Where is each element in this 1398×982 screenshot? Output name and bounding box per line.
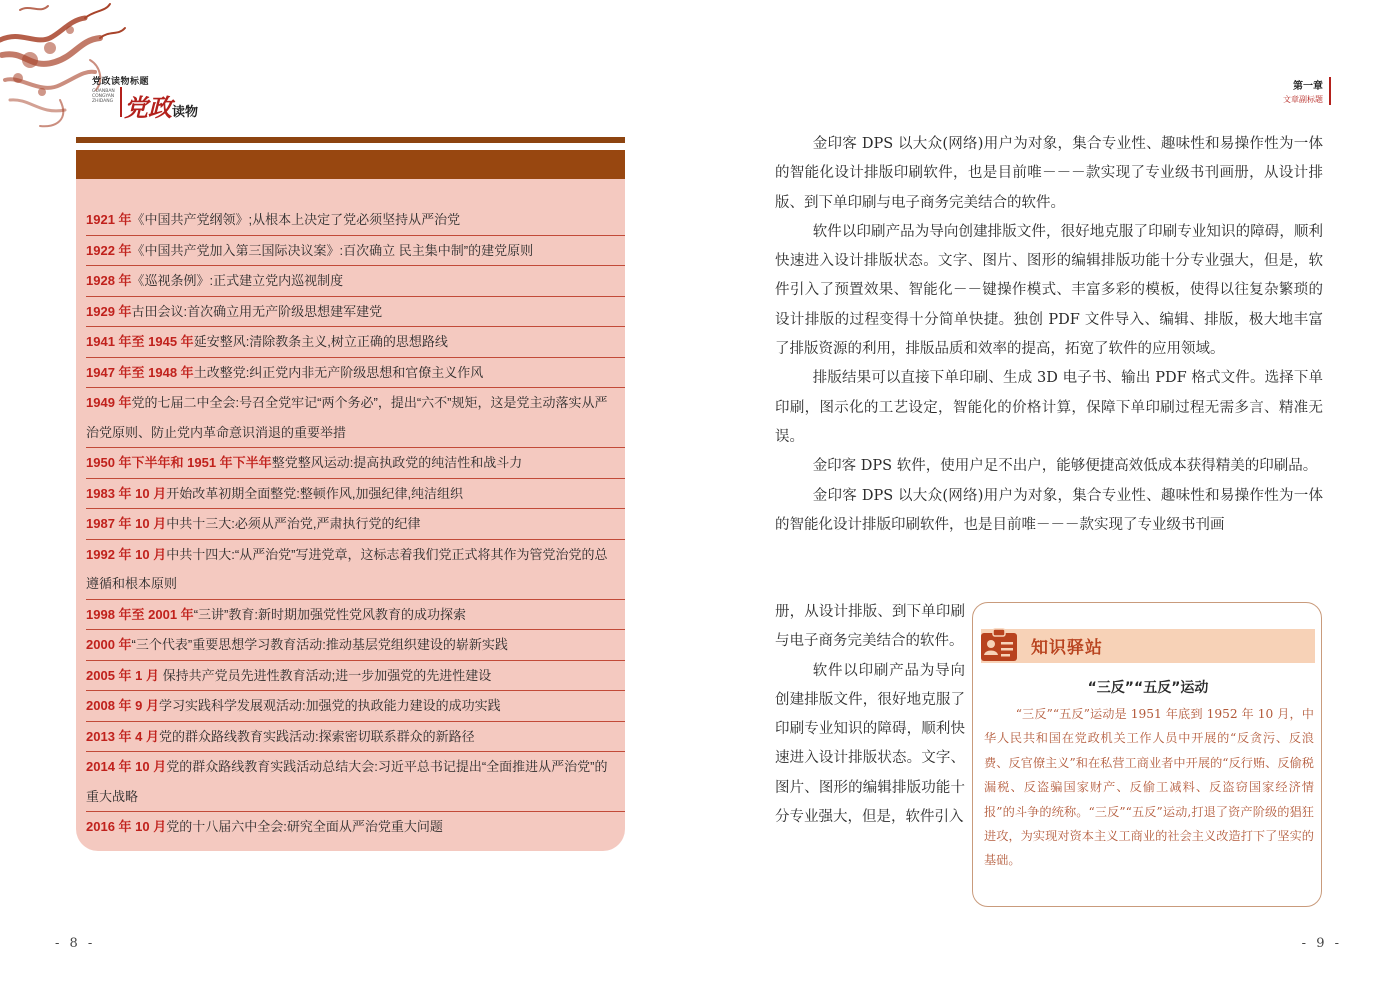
header-pinyin: GUANBAN CONGYAN ZHIDANG [92, 89, 115, 104]
header-left [92, 74, 199, 122]
timeline-text: 党的群众路线教育实践活动总结大会:习近平总书记提出“全面推进从严治党”的重大战略 [86, 759, 608, 804]
chapter-subtitle: 文章副标题 [1283, 95, 1323, 104]
timeline-text: 《中国共产党纲领》;从根本上决定了党必须坚持从严治党 [131, 212, 461, 227]
timeline-row [86, 540, 625, 600]
knowledge-body: “三反”“五反”运动是 1951 年底到 1952 年 10 月，中华人民共和国在党政机关工作人员中开展的“反贪污、反浪费、反官僚主义”和在私营工商业者中开展的“反行贿、反偷税漏税、反盗骗国家财产、反偷工减料、反盗窃国家经济情报”的斗争的统称。“三反”“五反”运动,打退了资产阶级的猖狂进攻，为实现对资本主义工商业的社会主义改造打下了坚实的基础。 [984, 707, 1314, 868]
brand-logo [124, 88, 198, 123]
timeline-row [86, 205, 625, 236]
knowledge-title: “三反”“五反”运动 [1087, 680, 1209, 696]
timeline-row [86, 661, 625, 692]
timeline-year: 1950 年下半年和 1951 年下半年 [86, 455, 272, 470]
timeline-year: 2014 年 10 月 [86, 759, 167, 774]
timeline-row [86, 236, 625, 267]
timeline-text: 《巡视条例》:正式建立党内巡视制度 [131, 273, 344, 288]
timeline-row [86, 479, 625, 510]
page-number-left: - 8 - [55, 936, 96, 951]
timeline-text: 中共十四大:“从严治党”写进党章，这标志着我们党正式将其作为管党治党的总遵循和根本原则 [86, 546, 608, 591]
timeline-row [86, 722, 625, 753]
timeline-year: 1922 年 [86, 242, 132, 258]
timeline-row [86, 691, 625, 722]
panel-top-rule [76, 137, 625, 143]
timeline-text: 保持共产党员先进性教育活动;进一步加强党的先进性建设 [159, 667, 492, 683]
article-paragraph-3: 排版结果可以直接下单印刷、生成 3D 电子书、输出 PDF 格式文件。选择下单印刷，图示化的工艺设定，智能化的价格计算，保障下单印刷过程无需多言、精准无误。 [775, 370, 1323, 445]
article-paragraph-4: 金印客 DPS 软件，使用户足不出户，能够便捷高效低成本获得精美的印刷品。 [812, 458, 1318, 475]
timeline-year: 1947 年至 1948 年 [86, 364, 194, 380]
timeline-row [86, 812, 625, 842]
timeline-year: 2000 年 [86, 637, 132, 652]
narrow-continuation: 册，从设计排版、到下单印刷与电子商务完美结合的软件。 [775, 604, 965, 650]
timeline-year: 1928 年 [86, 273, 132, 288]
brand-small: 读物 [172, 105, 199, 120]
timeline-row [86, 509, 625, 540]
timeline-year: 1998 年至 2001 年 [86, 606, 194, 622]
narrow-column [775, 598, 965, 832]
chapter-title: 第一章 [1293, 81, 1323, 92]
knowledge-label: 知识驿站 [1031, 638, 1103, 658]
timeline-text: 延安整风:清除教条主义,树立正确的思想路线 [193, 334, 448, 349]
timeline-text: 党的十八届六中全会:研究全面从严治党重大问题 [166, 819, 443, 834]
knowledge-box [972, 602, 1322, 907]
timeline-text: “三个代表”重要思想学习教育活动:推动基层党组织建设的崭新实践 [131, 637, 508, 652]
timeline-row [86, 630, 625, 661]
timeline-year: 1992 年 10 月 [86, 546, 167, 562]
article-paragraph-5: 金印客 DPS 以大众(网络)用户为对象，集合专业性、趣味性和易操作性为一体的智能化设计排版印刷软件，也是目前唯－－－款实现了专业级书刊画 [775, 487, 1323, 533]
timeline-row [86, 327, 625, 358]
timeline-text: 古田会议:首次确立用无产阶级思想建军建党 [131, 303, 383, 319]
timeline-text: 学习实践科学发展观活动:加强党的执政能力建设的成功实践 [159, 698, 501, 713]
timeline-list [76, 179, 625, 851]
timeline-year: 2013 年 4 月 [86, 728, 159, 744]
timeline-row [86, 358, 625, 389]
timeline-row [86, 448, 625, 479]
timeline-year: 1929 年 [86, 303, 132, 319]
header-small-title: 党政读物标题 [92, 77, 150, 87]
timeline-year: 1983 年 10 月 [86, 485, 167, 501]
timeline-text: 开始改革初期全面整党:整顿作风,加强纪律,纯洁组织 [166, 485, 464, 501]
narrow-paragraph: 软件以印刷产品为导向创建排版文件，很好地克服了印刷专业知识的障碍，顺利快速进入设计排版状态。文字、图片、图形的编辑排版功能十分专业强大，但是，软件引入 [775, 662, 965, 826]
header-right [1283, 77, 1331, 105]
timeline-year: 1949 年 [86, 395, 132, 410]
timeline-text: 土改整党:纠正党内非无产阶级思想和官僚主义作风 [193, 364, 484, 380]
timeline-year: 1921 年 [86, 212, 132, 227]
timeline-text: 整党整风运动:提高执政党的纯洁性和战斗力 [271, 455, 523, 470]
timeline-year: 1941 年至 1945 年 [86, 334, 194, 349]
timeline-panel [76, 137, 625, 851]
id-card-icon [975, 627, 1021, 665]
timeline-year: 2008 年 9 月 [86, 698, 159, 713]
timeline-text: 党的群众路线教育实践活动:探索密切联系群众的新路径 [159, 728, 475, 744]
timeline-row [86, 752, 625, 812]
brand-divider [120, 87, 122, 117]
page-number-right: - 9 - [1301, 936, 1342, 951]
brand-big: 党政 [124, 93, 172, 122]
timeline-year: 1987 年 10 月 [86, 516, 167, 531]
article-body [775, 130, 1323, 540]
timeline-text: “三讲”教育:新时期加强党性党风教育的成功探索 [193, 606, 466, 622]
timeline-row [86, 388, 625, 448]
timeline-row [86, 297, 625, 328]
timeline-row [86, 266, 625, 297]
timeline-text: 《中国共产党加入第三国际决议案》:百次确立 民主集中制”的建党原则 [131, 242, 534, 258]
timeline-row [86, 600, 625, 631]
timeline-text: 党的七届二中全会:号召全党牢记“两个务必”，提出“六不”规矩，这是党主动落实从严治党原则、防止党内革命意识消退的重要举措 [86, 395, 608, 440]
timeline-year: 2005 年 1 月 [86, 667, 159, 683]
panel-header-band [76, 150, 625, 179]
article-paragraph-1: 金印客 DPS 以大众(网络)用户为对象，集合专业性、趣味性和易操作性为一体的智能化设计排版印刷软件，也是目前唯－－－款实现了专业级书刊画册，从设计排版、到下单印刷与电子商务完美结合的软件。 [775, 136, 1323, 211]
timeline-text: 中共十三大:必须从严治党,严肃执行党的纪律 [166, 516, 421, 531]
article-paragraph-2: 软件以印刷产品为导向创建排版文件，很好地克服了印刷专业知识的障碍，顺利快速进入设计排版状态。文字、图片、图形的编辑排版功能十分专业强大，但是，软件引入了预置效果、智能化－－键操作模式、丰富多彩的模板，使得以往复杂繁琐的设计排版的过程变得十分简单快捷。独创 PDF 文件导入、编辑、排版，极大地丰富了排版资源的利用，排版品质和效率的提高，拓宽了软件的应用领域。 [775, 223, 1323, 358]
timeline-year: 2016 年 10 月 [86, 819, 167, 834]
